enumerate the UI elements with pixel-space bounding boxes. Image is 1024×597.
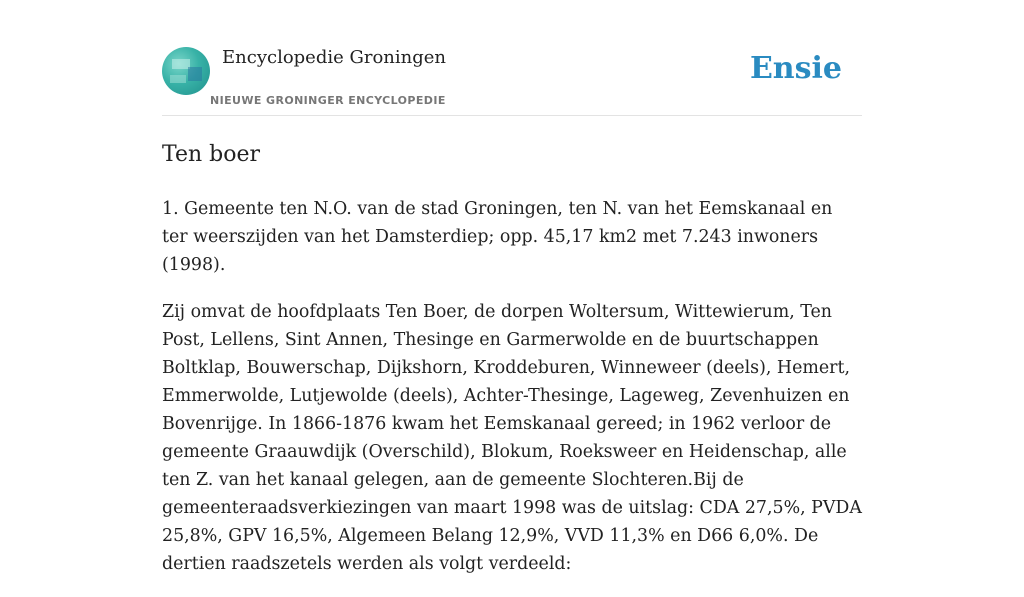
site-subtitle: NIEUWE GRONINGER ENCYCLOPEDIE [210, 94, 446, 107]
site-header [162, 46, 862, 116]
logo-patch [170, 75, 186, 83]
brand-logo-link[interactable]: Ensie [749, 51, 842, 86]
site-name-link[interactable]: Encyclopedie Groningen [222, 47, 447, 68]
article-content [162, 140, 862, 597]
logo-patch [188, 67, 202, 81]
article-title: Ten boer [162, 142, 261, 167]
site-logo[interactable] [162, 47, 210, 95]
article-paragraph: 1. Gemeente ten N.O. van de stad Groningen, ten N. van het Eemskanaal en ter weerszijden van het Damsterdiep; opp. 45,17 km2 met 7.243 inwoners (1998). [162, 199, 833, 275]
article-paragraph: Zij omvat de hoofdplaats Ten Boer, de dorpen Woltersum, Wittewierum, Ten Post, Lellens, Sint Annen, Thesinge en Garmerwolde en de buurtschappen Boltklap, Bouwerschap, Dijkshorn, Kroddeburen, Winneweer (deels), Hemert, Emmerwolde, Lutjewolde (deels), Achter-Thesinge, Lageweg, Zevenhuizen en Bovenrijge. In 1866-1876 kwam het Eemskanaal gereed; in 1962 verloor de gemeente Graauwdijk (Overschild), Blokum, Roeksweer en Heidenschap, alle ten Z. van het kanaal gelegen, aan de gemeente Slochteren.Bij de gemeenteraadsverkiezingen van maart 1998 was de uitslag: CDA 27,5%, PVDA 25,8%, GPV 16,5%, Algemeen Belang 12,9%, VVD 11,3% en D66 6,0%. De dertien raadszetels werden als volgt verdeeld: [162, 302, 862, 574]
